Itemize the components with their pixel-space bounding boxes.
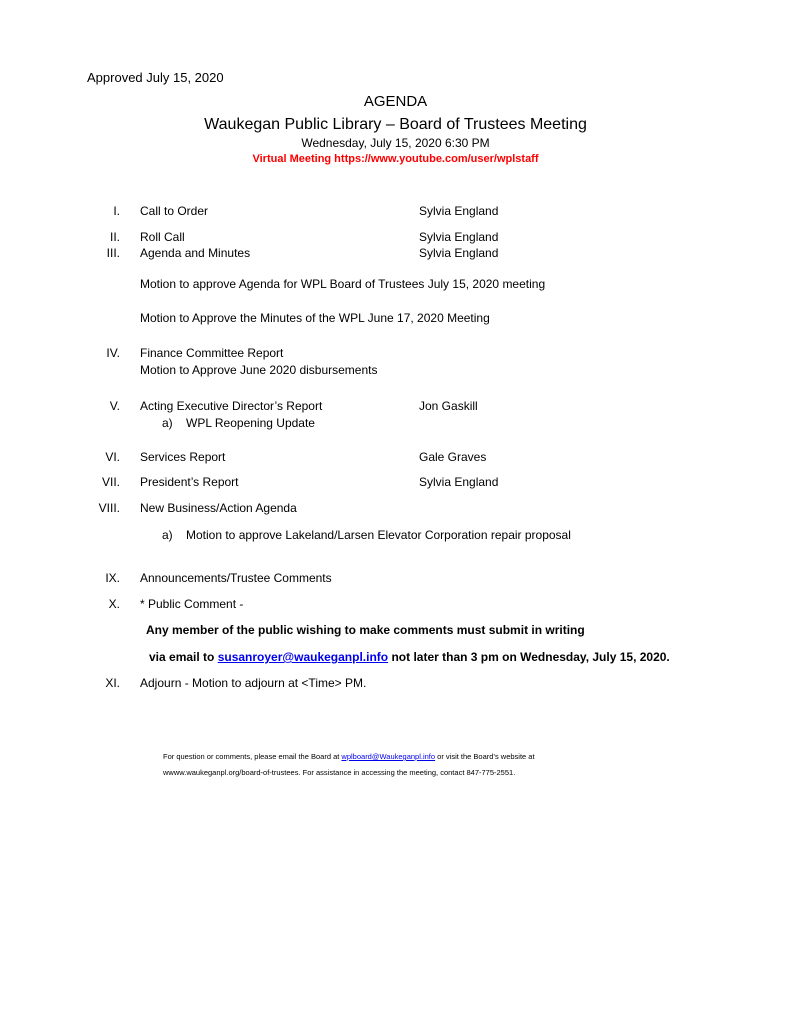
footer-contact-line	[163, 752, 535, 761]
item-number-6: VI.	[105, 450, 120, 464]
item-number-1: I.	[113, 204, 120, 218]
item-title-8: New Business/Action Agenda	[140, 501, 297, 515]
item-title-3: Agenda and Minutes	[140, 246, 251, 260]
item-person-5: Jon Gaskill	[419, 399, 478, 413]
item-title-10: * Public Comment -	[140, 597, 244, 611]
public-comment-prefix: via email to	[149, 650, 218, 664]
item-number-4: IV.	[106, 346, 120, 360]
motion-approve-disbursements: Motion to Approve June 2020 disbursements	[140, 363, 378, 377]
agenda-title: AGENDA	[363, 93, 428, 110]
meeting-title: Waukegan Public Library – Board of Trustees Meeting	[204, 116, 587, 133]
public-comment-email-link[interactable]: susanroyer@waukeganpl.info	[217, 650, 389, 664]
sub-item-elevator-proposal: Motion to approve Lakeland/Larsen Elevator Corporation repair proposal	[186, 528, 571, 542]
virtual-meeting-link[interactable]: Virtual Meeting https://www.youtube.com/user/wplstaff	[252, 153, 539, 165]
motion-approve-agenda: Motion to approve Agenda for WPL Board of Trustees July 15, 2020 meeting	[140, 277, 546, 291]
sub-label-5a: a)	[162, 416, 173, 430]
item-person-6: Gale Graves	[419, 450, 487, 464]
item-person-7: Sylvia England	[419, 475, 499, 489]
public-comment-instructions: Any member of the public wishing to make comments must submit in writing	[146, 623, 585, 637]
footer-prefix: For question or comments, please email the Board at	[163, 752, 342, 761]
item-number-2: II.	[109, 230, 120, 244]
item-number-9: IX.	[105, 571, 120, 585]
footer-suffix: or visit the Board’s website at	[435, 752, 535, 761]
item-person-2: Sylvia England	[419, 230, 499, 244]
footer-email-link[interactable]: wplboard@Waukeganpl.info	[341, 752, 436, 761]
item-title-11: Adjourn - Motion to adjourn at <Time> PM.	[140, 676, 367, 690]
item-number-7: VII.	[101, 475, 120, 489]
item-person-1: Sylvia England	[419, 204, 499, 218]
public-comment-email-line	[149, 650, 670, 664]
item-number-8: VIII.	[98, 501, 120, 515]
item-title-9: Announcements/Trustee Comments	[140, 571, 332, 585]
footer-website-line: wwww.waukeganpl.org/board-of-trustees. For assistance in accessing the meeting, contact 847-775-2551.	[163, 768, 516, 777]
sub-item-reopening-update: WPL Reopening Update	[186, 416, 315, 430]
item-title-5: Acting Executive Director’s Report	[140, 399, 323, 413]
item-number-10: X.	[108, 597, 120, 611]
motion-approve-minutes: Motion to Approve the Minutes of the WPL June 17, 2020 Meeting	[140, 311, 490, 325]
item-title-6: Services Report	[140, 450, 226, 464]
meeting-date-time: Wednesday, July 15, 2020 6:30 PM	[301, 136, 490, 150]
public-comment-suffix: not later than 3 pm on Wednesday, July 15, 2020.	[388, 650, 670, 664]
item-title-1: Call to Order	[140, 204, 209, 218]
item-title-4: Finance Committee Report	[140, 346, 284, 360]
sub-label-8a: a)	[162, 528, 173, 542]
approved-date: Approved July 15, 2020	[87, 70, 224, 85]
item-number-3: III.	[106, 246, 120, 260]
item-title-2: Roll Call	[140, 230, 185, 244]
item-number-11: XI.	[105, 676, 120, 690]
item-number-5: V.	[109, 399, 120, 413]
item-person-3: Sylvia England	[419, 246, 499, 260]
item-title-7: President’s Report	[140, 475, 239, 489]
